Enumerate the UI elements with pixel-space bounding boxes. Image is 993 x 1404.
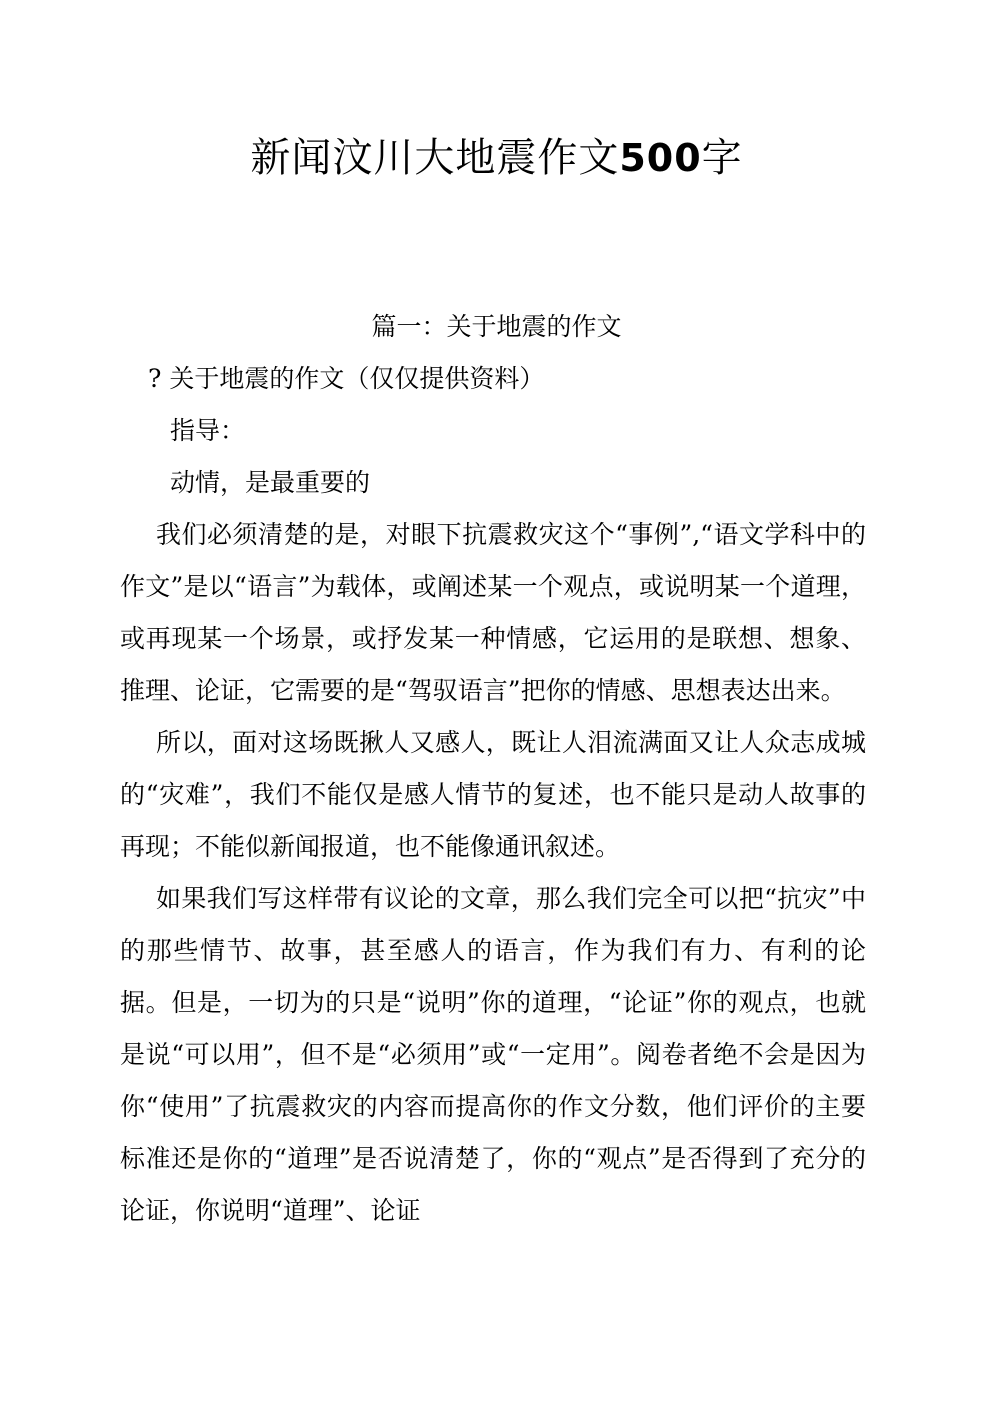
bullet-line: ? 关于地震的作文（仅仅提供资料） bbox=[148, 364, 545, 393]
document-title bbox=[0, 128, 993, 188]
section-heading: 篇一：关于地震的作文 bbox=[371, 312, 622, 341]
title-suffix: 字 bbox=[701, 135, 743, 181]
paragraph-3: 如果我们写这样带有议论的文章，那么我们完全可以把“抗灾”中的那些情节、故事，甚至感人的语言，作为我们有力、有利的论据。但是，一切为的只是“说明”你的道理，“论证”你的观点，也就是说“可以用”，但不是“必须用”或“一定用”。阅卷者绝不会是因为你“使用”了抗震救灾的内容而提高你的作文分数，他们评价的主要标准还是你的“道理”是否说清楚了，你的“观点”是否得到了充分的论证，你说明“道理”、论证 bbox=[120, 884, 866, 1225]
guide-text: 动情，是最重要的 bbox=[170, 468, 371, 497]
guide-label: 指导： bbox=[170, 416, 246, 445]
paragraph-2: 所以，面对这场既揪人又感人，既让人泪流满面又让人众志成城的“灾难”，我们不能仅是感人情节的复述，也不能只是动人故事的再现；不能似新闻报道，也不能像通讯叙述。 bbox=[120, 728, 866, 861]
title-number: 500 bbox=[619, 136, 702, 180]
title-text: 新闻汶川大地震作文 bbox=[250, 135, 620, 181]
paragraph-1: 我们必须清楚的是，对眼下抗震救灾这个“事例”,“语文学科中的作文”是以“语言”为载体，或阐述某一个观点，或说明某一个道理，或再现某一个场景，或抒发某一种情感，它运用的是联想、想象、推理、论证，它需要的是“驾驭语言”把你的情感、思想表达出来。 bbox=[120, 520, 866, 705]
body-text bbox=[120, 509, 866, 1237]
